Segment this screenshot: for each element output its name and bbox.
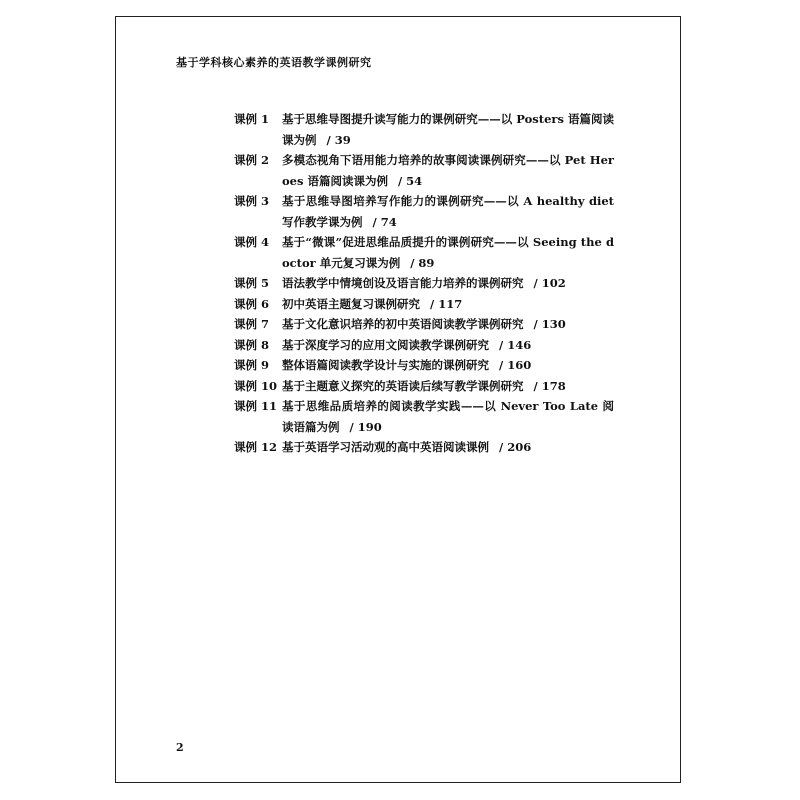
entry-page: / 130 — [533, 317, 566, 331]
entry-title: 基于思维导图培养写作能力的课例研究——以 A healthy diet 写作教学课为例 — [282, 194, 614, 229]
entry-page: / 146 — [499, 337, 532, 352]
entry-title: 基于主题意义探究的英语读后续写教学课例研究 — [282, 378, 524, 393]
entry-number: 课例 9 — [234, 358, 270, 372]
toc-entry — [234, 294, 614, 315]
entry-title: 语法教学中情境创设及语言能力培养的课例研究 — [282, 276, 524, 290]
entry-number: 课例 4 — [234, 235, 270, 249]
entry-title: 基于“微课”促进思维品质提升的课例研究——以 Seeing the doctor 单元复习课为例 — [282, 235, 614, 270]
entry-text — [282, 335, 614, 356]
entry-title: 整体语篇阅读教学设计与实施的课例研究 — [282, 358, 489, 372]
toc-entry — [234, 150, 614, 191]
toc-entry — [234, 191, 614, 232]
entry-page: / 178 — [533, 378, 566, 393]
toc-entry — [234, 396, 614, 437]
entry-title: 基于思维品质培养的阅读教学实践——以 Never Too Late 阅读语篇为例 — [282, 399, 614, 434]
toc-entry — [234, 437, 614, 458]
entry-page: / 117 — [430, 296, 463, 311]
entry-page: / 89 — [410, 255, 435, 270]
entry-number: 课例 8 — [234, 337, 270, 352]
entry-title: 基于文化意识培养的初中英语阅读教学课例研究 — [282, 317, 524, 331]
entry-page: / 160 — [499, 358, 532, 372]
entry-page: / 190 — [349, 419, 382, 434]
entry-page: / 206 — [499, 440, 532, 454]
entry-text — [282, 376, 614, 397]
entry-text — [282, 437, 614, 458]
book-page — [115, 16, 681, 783]
entry-title: 多模态视角下语用能力培养的故事阅读课例研究——以 Pet Heroes 语篇阅读课为例 — [282, 153, 614, 188]
entry-text — [282, 232, 614, 273]
entry-number: 课例 3 — [234, 194, 270, 208]
entry-number: 课例 1 — [234, 112, 270, 126]
entry-number: 课例 10 — [234, 378, 278, 393]
entry-text — [282, 314, 614, 335]
toc-entry — [234, 376, 614, 397]
entry-title: 基于思维导图提升读写能力的课例研究——以 Posters 语篇阅读课为例 — [282, 112, 614, 147]
page-number: 2 — [176, 741, 184, 754]
entry-text — [282, 396, 614, 437]
entry-text — [282, 191, 614, 232]
entry-page: / 102 — [533, 276, 566, 290]
entry-text — [282, 294, 614, 315]
entry-number: 课例 2 — [234, 153, 270, 167]
entry-text — [282, 150, 614, 191]
entry-number: 课例 12 — [234, 440, 278, 454]
running-head: 基于学科核心素养的英语教学课例研究 — [176, 56, 372, 69]
entry-number: 课例 5 — [234, 276, 270, 290]
entry-title: 基于英语学习活动观的高中英语阅读课例 — [282, 440, 489, 454]
toc-entry — [234, 355, 614, 376]
toc-entry — [234, 232, 614, 273]
entry-text — [282, 109, 614, 150]
entry-text — [282, 355, 614, 376]
entry-number: 课例 11 — [234, 399, 278, 413]
entry-page: / 39 — [326, 132, 351, 147]
entry-title: 初中英语主题复习课例研究 — [282, 296, 420, 311]
toc-entry — [234, 109, 614, 150]
entry-page: / 74 — [372, 214, 397, 229]
entry-page: / 54 — [397, 173, 423, 188]
toc-entry — [234, 273, 614, 294]
entry-text — [282, 273, 614, 294]
entry-number: 课例 7 — [234, 317, 270, 331]
toc-entry — [234, 335, 614, 356]
toc-entry — [234, 314, 614, 335]
entry-number: 课例 6 — [234, 296, 270, 311]
table-of-contents — [234, 109, 614, 458]
entry-title: 基于深度学习的应用文阅读教学课例研究 — [282, 337, 489, 352]
